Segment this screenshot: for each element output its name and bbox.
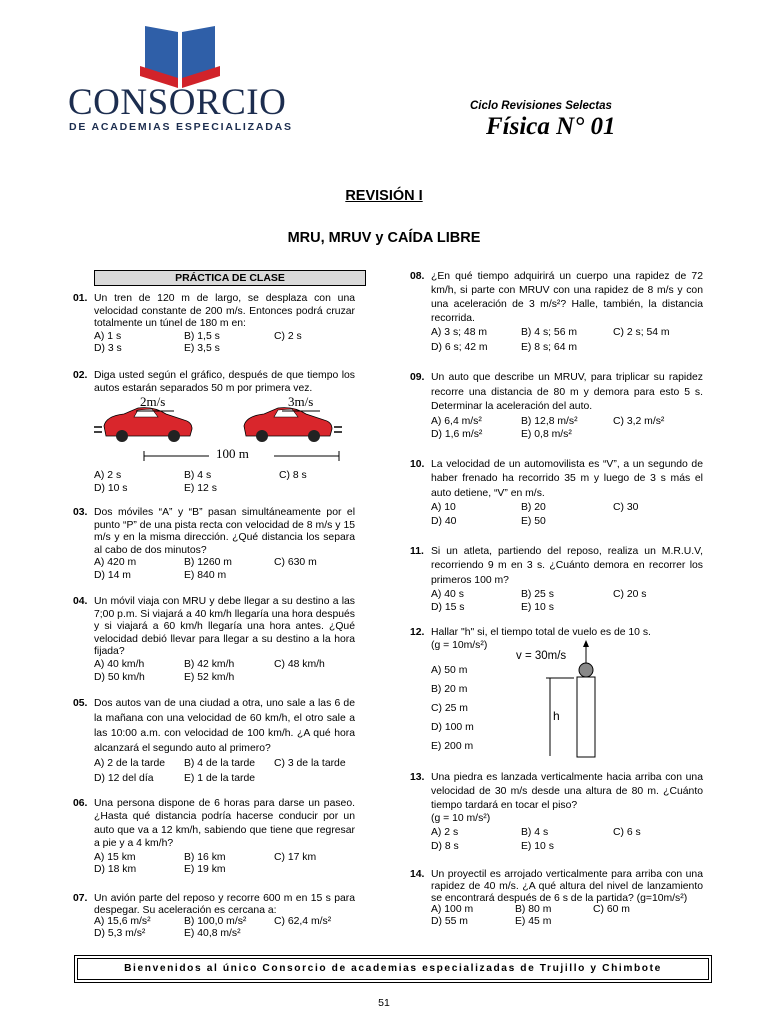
velocity-label: v = 30m/s	[516, 650, 567, 662]
option: D) 50 km/h	[94, 671, 145, 683]
option: A) 2 s	[431, 827, 459, 839]
question-number: 03.	[73, 507, 88, 518]
option: D) 10 s	[94, 482, 128, 494]
question-text: Si un atleta, partiendo del reposo, realiza un M.R.U.V, recorriendo 9 m en 3 s. ¿Cuánto demora en recorrer los primeros 100 m?	[431, 546, 703, 586]
option: C) 6 s	[613, 827, 641, 839]
option: C) 60 m	[593, 904, 630, 916]
speed-right-label: 3m/s	[288, 394, 314, 409]
option: E) 1 de la tarde	[184, 773, 256, 784]
option: B) 4 s; 56 m	[521, 327, 578, 338]
option: E) 50	[521, 516, 546, 528]
page-title: REVISIÓN I	[345, 188, 423, 204]
car-left-icon	[94, 408, 192, 442]
question-08	[410, 270, 703, 356]
question-10	[410, 458, 703, 529]
option: A) 15 km	[94, 851, 136, 863]
question-text: Un tren de 120 m de largo, se desplaza con una velocidad constante de 200 m/s. Entonces podrá cruzar totalmente un túnel de 180 m en:	[94, 293, 355, 330]
question-number: 07.	[73, 893, 88, 904]
option: E) 200 m	[431, 741, 474, 752]
question-number: 09.	[410, 372, 425, 383]
option: D) 55 m	[431, 916, 468, 928]
page-number: 51	[378, 997, 390, 1009]
logo-subtitle: DE ACADEMIAS ESPECIALIZADAS	[69, 121, 293, 133]
option: E) 45 m	[515, 916, 552, 928]
distance-label: 100 m	[216, 446, 249, 461]
question-number: 08.	[410, 271, 425, 282]
option: C) 2 s; 54 m	[613, 327, 670, 338]
question-text: Una persona dispone de 6 horas para darse un paseo. ¿Hasta qué distancia podría hacerse conducir por un auto que va a 12 km/h, sabiendo que tiene que regresar a pie y a 4 km/h?	[94, 798, 355, 850]
option: B) 20	[521, 502, 546, 514]
option: E) 52 km/h	[184, 671, 235, 683]
question-02	[73, 370, 355, 395]
option: B) 1,5 s	[184, 330, 220, 342]
topic-title: MRU, MRUV y CAÍDA LIBRE	[287, 230, 481, 246]
logo-wordmark: CONSORCIO	[68, 82, 287, 123]
question-text: Un avión parte del reposo y recorre 600 m en 15 s para despegar. Su aceleración es cercana a:	[94, 893, 355, 916]
question-text: Hallar "h" si, el tiempo total de vuelo es de 10 s.	[431, 627, 651, 638]
option: C) 8 s	[279, 470, 307, 481]
question-03	[73, 507, 355, 583]
option: E) 3,5 s	[184, 343, 220, 355]
question-text: Un móvil viaja con MRU y debe llegar a su destino a las 7;00 p.m. Si viajará a 40 km/h llegaría una hora después y si viajará a 60 km/h llegaría una hora antes. ¿Qué velocidad debió llevar para llegar a su destino a la hora fijada?	[94, 596, 355, 658]
height-label: h	[553, 709, 560, 723]
question-13	[410, 771, 703, 854]
option: C) 3,2 m/s²	[613, 415, 665, 427]
option: D) 40	[431, 516, 457, 528]
option: B) 12,8 m/s²	[521, 415, 578, 427]
question-text: Dos móviles “A” y “B” pasan simultáneamente por el punto “P” de una pista recta con velocidad de 8 m/s y 15 m/s y en la misma dirección. ¿Qué distancia los separa al cabo de dos minutos?	[94, 507, 355, 556]
option: C) 62,4 m/s²	[274, 916, 332, 928]
option: D) 18 km	[94, 864, 137, 876]
option: D) 12 del día	[94, 773, 154, 784]
question-number: 12.	[410, 627, 425, 638]
cars-figure	[94, 396, 354, 464]
option: B) 4 de la tarde	[184, 758, 256, 769]
question-text: ¿En qué tiempo adquirirá un cuerpo una rapidez de 72 km/h, si parte con MRUV con una rapidez de 8 m/s y con una aceleración de 3 m/s²? Halle, también, la distancia recorrida.	[431, 271, 703, 324]
option: D) 3 s	[94, 343, 122, 355]
practice-header: PRÁCTICA DE CLASE	[94, 270, 366, 286]
question-text: Un auto que describe un MRUV, para triplicar su rapidez recorre una distancia de 80 m y demora para esto 5 s. Determinar la aceleración del auto.	[431, 372, 703, 413]
option: E) 10 s	[521, 840, 554, 852]
option: A) 15,6 m/s²	[94, 916, 151, 928]
option: A) 100 m	[431, 904, 474, 916]
question-text: Diga usted según el gráfico, después de que tiempo los autos estarán separados 50 m por primera vez.	[94, 370, 355, 394]
option: B) 80 m	[515, 904, 552, 916]
option: B) 4 s	[521, 827, 549, 839]
question-14	[410, 869, 703, 928]
question-number: 13.	[410, 772, 425, 783]
question-11	[410, 545, 703, 614]
option: B) 16 km	[184, 851, 226, 863]
option: B) 25 s	[521, 589, 554, 601]
option: E) 10 s	[521, 602, 554, 614]
option: E) 0,8 m/s²	[521, 428, 572, 440]
option: B) 1260 m	[184, 557, 232, 569]
question-number: 10.	[410, 459, 425, 470]
subject-title: Física N° 01	[486, 113, 616, 140]
option: D) 100 m	[431, 722, 474, 733]
logo	[68, 22, 294, 134]
option: A) 1 s	[94, 330, 122, 342]
question-text: Un proyectil es arrojado verticalmente para arriba con una rapidez de 40 m/s. ¿A qué altura del nivel de lanzamiento se encontrará después de 6 s de la partida? (g=10m/s²)	[431, 869, 703, 904]
question-09	[410, 371, 703, 441]
speed-left-label: 2m/s	[140, 394, 166, 409]
question-07	[73, 893, 355, 939]
option: E) 19 km	[184, 864, 226, 876]
option: E) 12 s	[184, 482, 217, 494]
option: E) 40,8 m/s²	[184, 927, 241, 939]
option: A) 6,4 m/s²	[431, 415, 482, 427]
option: D) 15 s	[431, 602, 465, 614]
option: C) 2 s	[274, 330, 302, 342]
footer-banner	[74, 955, 712, 983]
option: D) 14 m	[94, 569, 131, 581]
question-number: 06.	[73, 798, 88, 809]
question-04	[73, 596, 355, 684]
option: A) 40 s	[431, 589, 464, 601]
option: A) 40 km/h	[94, 658, 145, 670]
question-12-options	[431, 661, 474, 756]
option: C) 20 s	[613, 589, 647, 601]
option: C) 630 m	[274, 557, 317, 569]
option: C) 30	[613, 502, 639, 514]
option: E) 840 m	[184, 569, 227, 581]
option: A) 2 s	[94, 470, 122, 481]
question-02-options	[73, 470, 355, 495]
option: A) 3 s; 48 m	[431, 327, 488, 338]
footer-text: Bienvenidos al único Consorcio de academias especializadas de Trujillo y Chimbote	[77, 958, 709, 980]
option: A) 50 m	[431, 665, 468, 676]
option: B) 4 s	[184, 470, 212, 481]
option: B) 42 km/h	[184, 658, 235, 670]
option: D) 6 s; 42 m	[431, 342, 488, 353]
option: A) 2 de la tarde	[94, 758, 166, 769]
question-06	[73, 797, 355, 876]
question-number: 14.	[410, 869, 425, 880]
cycle-title: Ciclo Revisiones Selectas	[470, 100, 612, 112]
option: C) 3 de la tarde	[274, 758, 346, 769]
option: C) 48 km/h	[274, 658, 325, 670]
question-number: 02.	[73, 370, 88, 381]
option: A) 10	[431, 502, 456, 514]
option: E) 8 s; 64 m	[521, 342, 578, 353]
question-01	[73, 293, 355, 356]
option: B) 100,0 m/s²	[184, 916, 247, 928]
question-number: 11.	[410, 546, 424, 557]
question-number: 04.	[73, 596, 88, 607]
question-gravity: (g = 10 m/s²)	[431, 813, 491, 825]
question-05	[73, 696, 355, 786]
option: B) 20 m	[431, 684, 468, 695]
question-number: 05.	[73, 698, 88, 709]
option: D) 5,3 m/s²	[94, 927, 146, 939]
option: D) 1,6 m/s²	[431, 428, 483, 440]
option: C) 17 km	[274, 851, 317, 863]
question-text: Una piedra es lanzada verticalmente hacia arriba con una velocidad de 30 m/s desde una altura de 80 m. ¿Cuánto tiempo tardará en tocar el piso?	[431, 772, 703, 811]
option: D) 8 s	[431, 840, 459, 852]
car-right-icon	[244, 408, 342, 442]
question-number: 01.	[73, 293, 88, 304]
option: A) 420 m	[94, 557, 137, 569]
option: C) 25 m	[431, 703, 468, 714]
question-text: La velocidad de un automovilista es “V”, a un segundo de haber frenado ha recorrido 35 m y luego de 3 s más el auto detiene, “V” en m/s.	[431, 459, 703, 499]
question-text: Dos autos van de una ciudad a otra, uno sale a las 6 de la mañana con una velocidad de 60 km/h, el otro sale a las 10:00 a.m. con velocidad de 100 km/h. ¿A qué hora alcanzará el segundo auto al primero?	[94, 698, 355, 754]
question-gravity: (g = 10m/s²)	[431, 639, 488, 651]
tower-figure	[510, 638, 620, 758]
